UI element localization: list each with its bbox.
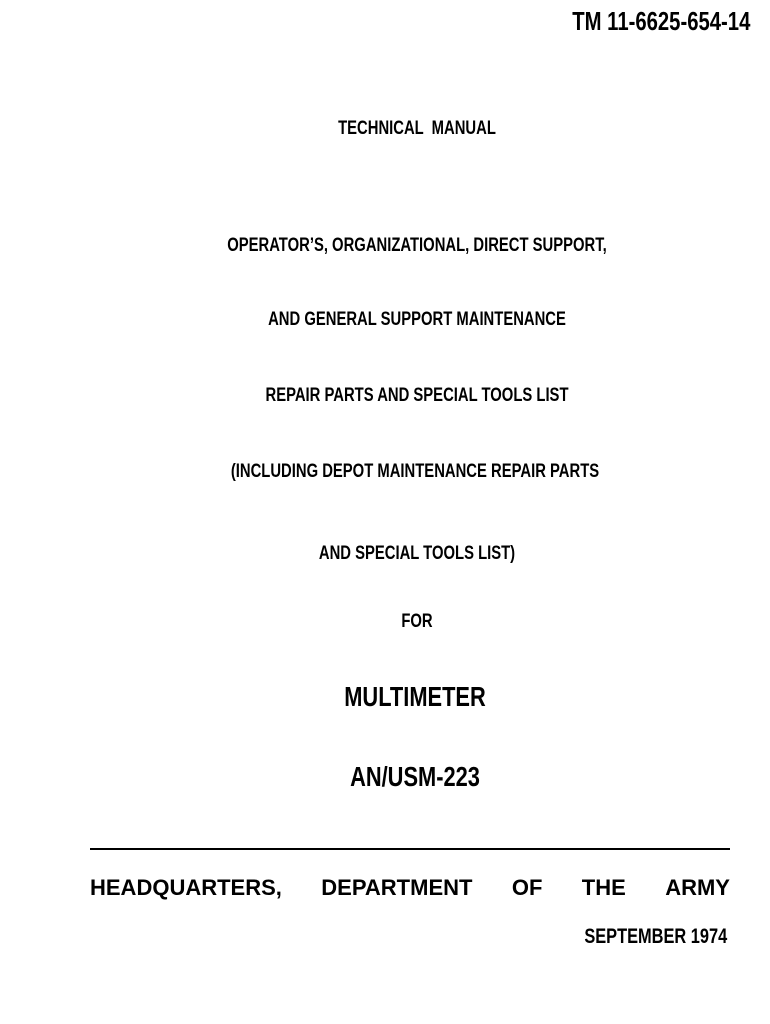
title-line-1: OPERATOR’S, ORGANIZATIONAL, DIRECT SUPPORT, xyxy=(227,235,607,256)
title-line-3: REPAIR PARTS AND SPECIAL TOOLS LIST xyxy=(265,385,569,406)
title-line-5: AND SPECIAL TOOLS LIST) xyxy=(318,543,516,564)
for-label: FOR xyxy=(401,611,433,632)
title-line-4: (INCLUDING DEPOT MAINTENANCE REPAIR PARTS xyxy=(230,461,600,482)
equipment-name: MULTIMETER xyxy=(344,681,486,712)
title-line-2: AND GENERAL SUPPORT MAINTENANCE xyxy=(268,309,566,330)
publication-date: SEPTEMBER 1974 xyxy=(584,925,727,948)
issuer-word: DEPARTMENT xyxy=(321,875,473,900)
issuer-word: ARMY xyxy=(665,875,730,900)
tm-number: TM 11-6625-654-14 xyxy=(571,6,750,36)
issuer-word: THE xyxy=(581,875,626,900)
issuer-word: OF xyxy=(511,875,543,900)
issuer-line xyxy=(90,875,730,901)
issuer-word: HEADQUARTERS, xyxy=(90,875,282,900)
horizontal-rule xyxy=(90,848,730,850)
document-heading: TECHNICAL MANUAL xyxy=(338,118,496,139)
equipment-model: AN/USM-223 xyxy=(350,761,480,792)
